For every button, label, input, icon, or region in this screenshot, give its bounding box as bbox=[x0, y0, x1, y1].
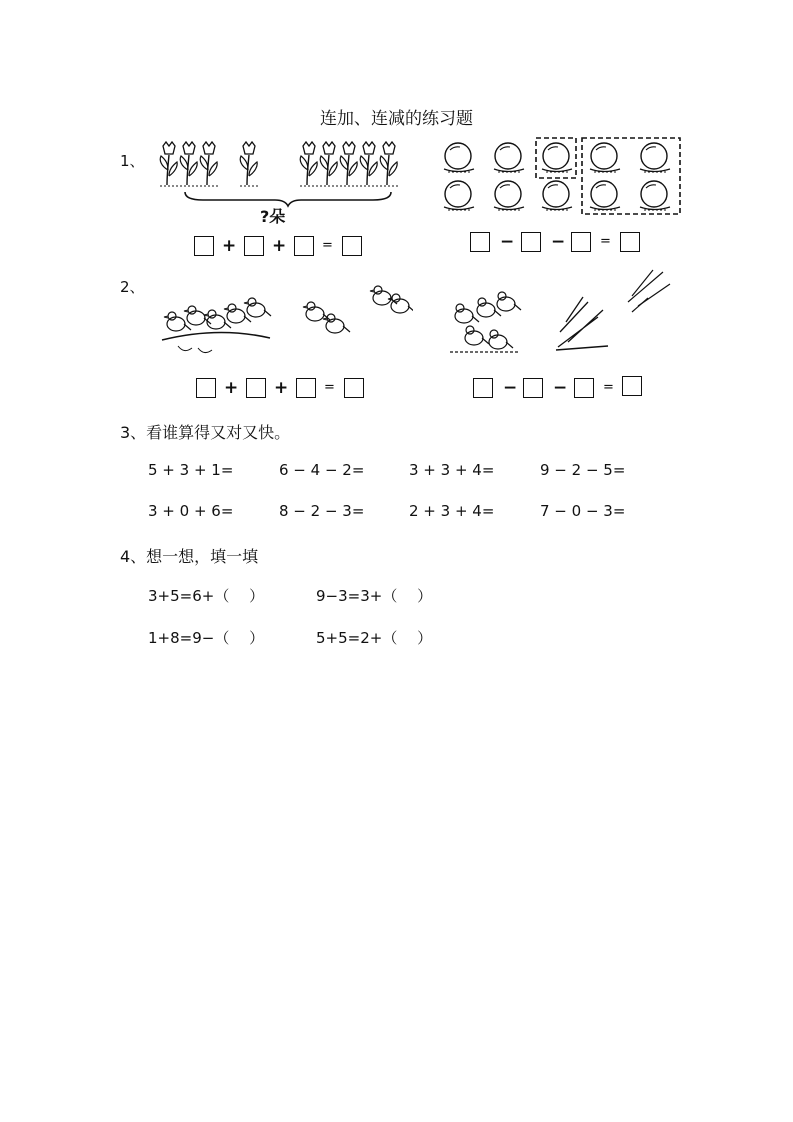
plus-sign: + bbox=[224, 378, 239, 398]
plus-sign: + bbox=[222, 236, 237, 256]
answer-box[interactable] bbox=[246, 378, 266, 398]
equation: 3 + 3 + 4= bbox=[409, 461, 495, 479]
answer-box[interactable] bbox=[523, 378, 543, 398]
apple-icon bbox=[494, 143, 524, 172]
flower-icon bbox=[320, 142, 339, 186]
plus-sign: + bbox=[274, 378, 289, 398]
flower-icon bbox=[340, 142, 359, 186]
brace-label: ?朵 bbox=[260, 207, 286, 226]
equation: 8 − 2 − 3= bbox=[279, 502, 365, 520]
equation: 7 − 0 − 3= bbox=[540, 502, 626, 520]
apple-icon bbox=[542, 181, 572, 210]
answer-box[interactable] bbox=[344, 378, 364, 398]
fill-in-equation: 5+5=2+（ ） bbox=[316, 629, 433, 647]
equation: 5 + 3 + 1= bbox=[148, 461, 234, 479]
equation: 9 − 2 − 5= bbox=[540, 461, 626, 479]
flower-icon bbox=[200, 142, 219, 186]
equals-sign: = bbox=[600, 234, 611, 249]
minus-sign: − bbox=[551, 232, 566, 252]
answer-box[interactable] bbox=[196, 378, 216, 398]
question-4-heading: 4、想一想，填一填 bbox=[120, 547, 259, 566]
answer-box[interactable] bbox=[194, 236, 214, 256]
flower-icon bbox=[380, 142, 399, 186]
equals-sign: = bbox=[322, 238, 333, 253]
bird-icon bbox=[455, 304, 479, 323]
equation: 2 + 3 + 4= bbox=[409, 502, 495, 520]
fill-in-equation: 9−3=3+（ ） bbox=[316, 587, 433, 605]
answer-box[interactable] bbox=[571, 232, 591, 252]
answer-box[interactable] bbox=[574, 378, 594, 398]
flower-icon bbox=[160, 142, 179, 186]
minus-sign: − bbox=[500, 232, 515, 252]
equation: 6 − 4 − 2= bbox=[279, 461, 365, 479]
flower-icon bbox=[360, 142, 379, 186]
question-1-number: 1、 bbox=[120, 152, 145, 170]
page-title: 连加、连减的练习题 bbox=[320, 109, 473, 129]
apple-group-illustration bbox=[440, 136, 682, 216]
bird-icon bbox=[388, 294, 413, 313]
minus-sign: − bbox=[553, 378, 568, 398]
apple-icon bbox=[542, 143, 572, 172]
flower-icon bbox=[180, 142, 199, 186]
birds-flying-illustration bbox=[448, 262, 678, 360]
apple-icon bbox=[444, 143, 474, 172]
bird-icon bbox=[465, 326, 489, 345]
question-2-number: 2、 bbox=[120, 278, 145, 296]
equation: 3 + 0 + 6= bbox=[148, 502, 234, 520]
answer-box[interactable] bbox=[244, 236, 264, 256]
apple-icon bbox=[494, 181, 524, 210]
minus-sign: − bbox=[503, 378, 518, 398]
apple-icon bbox=[590, 181, 620, 210]
fill-in-equation: 1+8=9−（ ） bbox=[148, 629, 265, 647]
apple-icon bbox=[640, 181, 670, 210]
bird-icon bbox=[556, 297, 608, 350]
answer-box[interactable] bbox=[622, 376, 642, 396]
answer-box[interactable] bbox=[296, 378, 316, 398]
question-3-heading: 3、看谁算得又对又快。 bbox=[120, 423, 291, 442]
bird-icon bbox=[323, 314, 350, 333]
bird-icon bbox=[164, 312, 191, 331]
flower-group-illustration bbox=[155, 140, 415, 190]
fill-in-equation: 3+5=6+（ ） bbox=[148, 587, 265, 605]
equals-sign: = bbox=[324, 380, 335, 395]
bird-icon bbox=[628, 270, 670, 312]
answer-box[interactable] bbox=[470, 232, 490, 252]
answer-box[interactable] bbox=[294, 236, 314, 256]
answer-box[interactable] bbox=[521, 232, 541, 252]
apple-icon bbox=[640, 143, 670, 172]
bird-icon bbox=[489, 330, 513, 349]
bird-icon bbox=[204, 310, 231, 329]
brace-shape bbox=[183, 190, 393, 208]
apple-icon bbox=[444, 181, 474, 210]
bird-icon bbox=[224, 304, 251, 323]
birds-on-branch-illustration bbox=[158, 282, 413, 362]
answer-box[interactable] bbox=[620, 232, 640, 252]
flower-icon bbox=[240, 142, 259, 186]
apple-icon bbox=[590, 143, 620, 172]
answer-box[interactable] bbox=[473, 378, 493, 398]
plus-sign: + bbox=[272, 236, 287, 256]
flower-icon bbox=[300, 142, 319, 186]
bird-icon bbox=[244, 298, 271, 317]
answer-box[interactable] bbox=[342, 236, 362, 256]
equals-sign: = bbox=[603, 380, 614, 395]
bird-icon bbox=[497, 292, 521, 311]
